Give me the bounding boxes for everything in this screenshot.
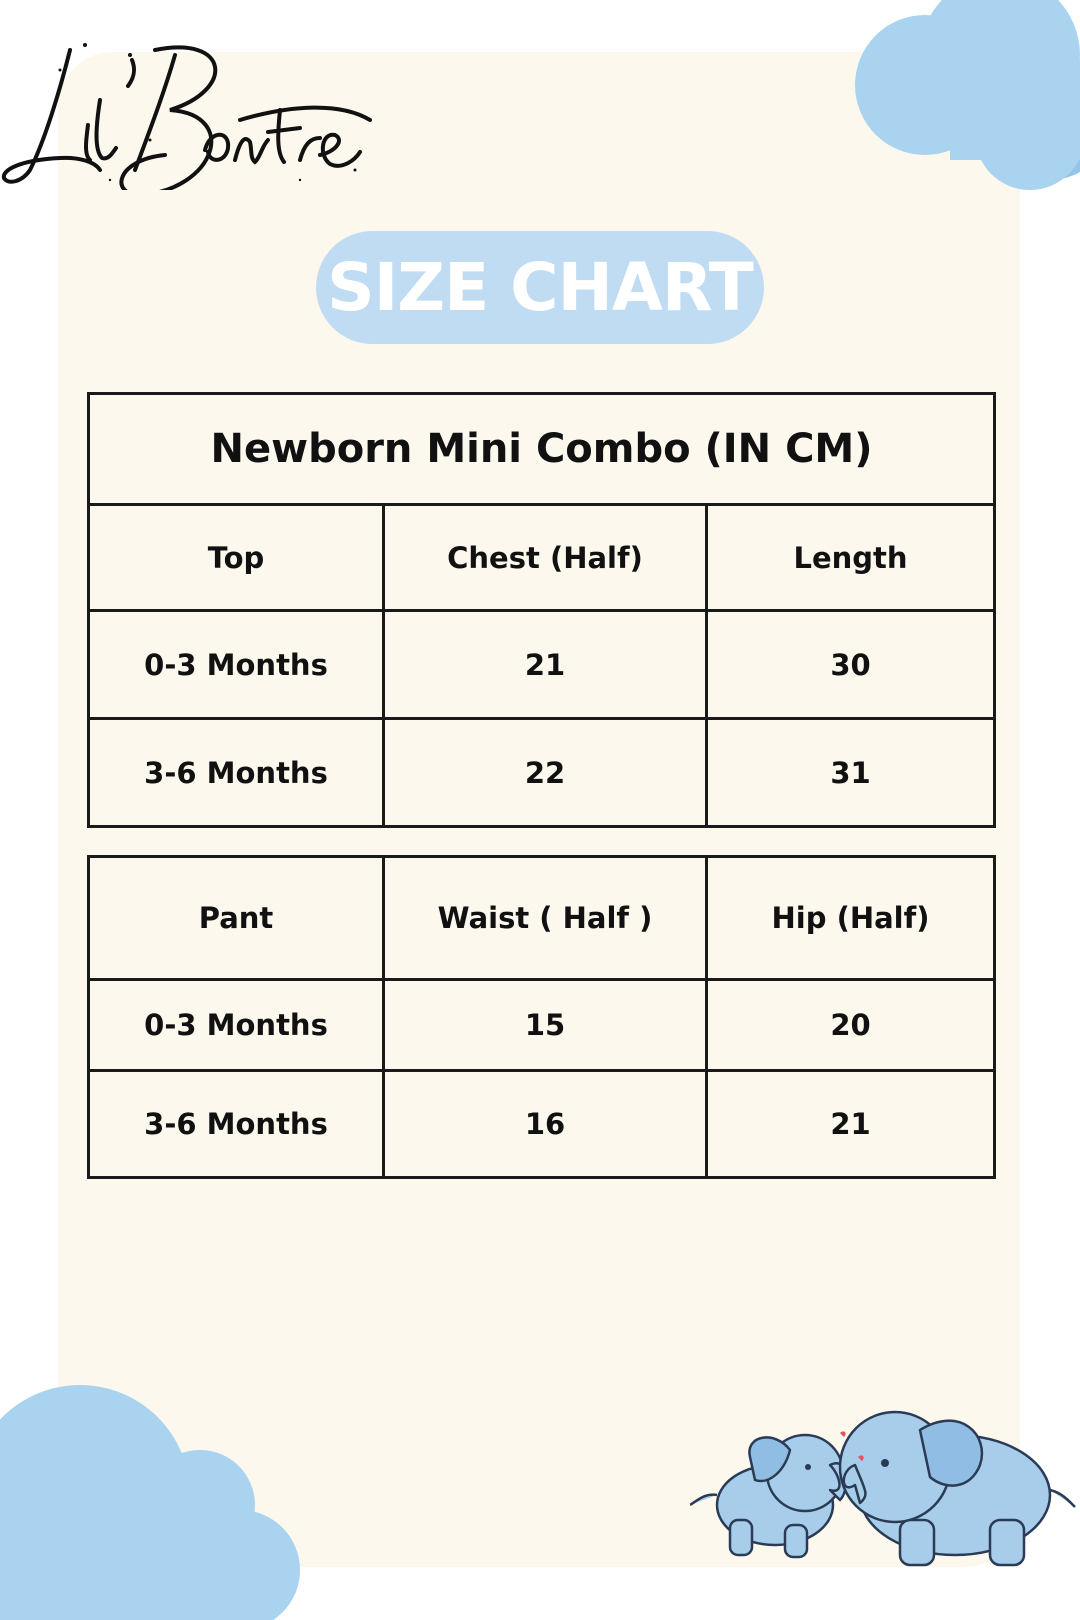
table-title: Newborn Mini Combo (IN CM) (89, 394, 995, 505)
table-cell: 22 (384, 719, 707, 827)
table-cell: 21 (384, 611, 707, 719)
elephant-icon (690, 1395, 1080, 1570)
column-header: Pant (89, 857, 384, 980)
column-header: Length (707, 505, 995, 611)
brand-logo (0, 30, 380, 190)
table-cell: 3-6 Months (89, 1071, 384, 1178)
table-row (89, 719, 995, 827)
column-header: Waist ( Half ) (384, 857, 707, 980)
table-cell: 20 (707, 980, 995, 1071)
column-header: Hip (Half) (707, 857, 995, 980)
pant-size-table (87, 855, 996, 1179)
table-cell: 3-6 Months (89, 719, 384, 827)
table-cell: 0-3 Months (89, 980, 384, 1071)
top-size-table (87, 392, 996, 828)
table-row (89, 1071, 995, 1178)
size-chart-heading: SIZE CHART (327, 249, 753, 326)
table-cell: 0-3 Months (89, 611, 384, 719)
table-cell: 16 (384, 1071, 707, 1178)
table-cell: 31 (707, 719, 995, 827)
cloud-icon-top-right (830, 0, 1080, 205)
cloud-icon-bottom-left (0, 1385, 300, 1620)
table-row (89, 980, 995, 1071)
table-cell: 15 (384, 980, 707, 1071)
table-cell: 21 (707, 1071, 995, 1178)
size-chart-badge (316, 231, 764, 344)
table-row (89, 611, 995, 719)
table-cell: 30 (707, 611, 995, 719)
column-header: Chest (Half) (384, 505, 707, 611)
column-header: Top (89, 505, 384, 611)
